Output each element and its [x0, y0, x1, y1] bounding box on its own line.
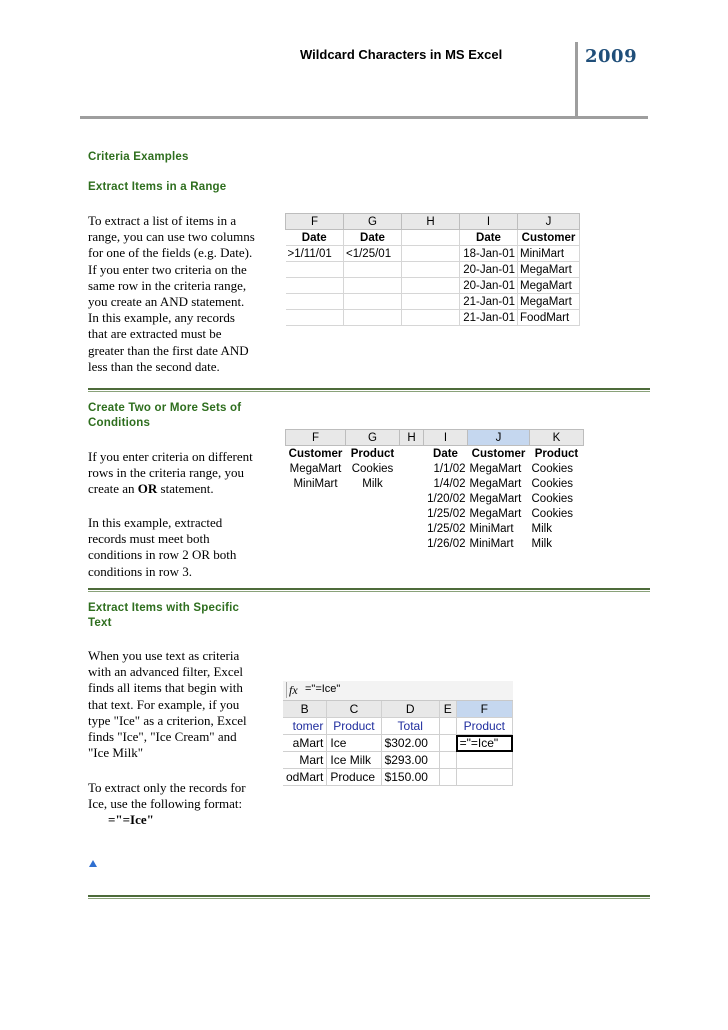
- header-divider-horizontal: [80, 116, 648, 119]
- table-cell: MegaMart: [518, 294, 580, 310]
- text-line: type "Ice" as a criterion, Excel: [88, 712, 247, 728]
- spreadsheet-or-criteria: [285, 429, 584, 551]
- text-line: that are extracted must be: [88, 326, 222, 342]
- table-cell: 1/20/02: [427, 492, 466, 505]
- table-cell: MiniMart: [293, 477, 338, 490]
- text-line: for one of the fields (e.g. Date).: [88, 245, 253, 261]
- text-line: finds "Ice", "Ice Cream" and: [88, 729, 237, 745]
- column-header: C: [327, 701, 381, 718]
- table-cell: 21-Jan-01: [460, 310, 518, 326]
- table-row: [286, 521, 584, 536]
- table-row: [286, 294, 580, 310]
- spreadsheet-text-criteria: [283, 701, 513, 786]
- table-cell: [456, 752, 512, 769]
- table-cell: [400, 446, 424, 462]
- text-line: conditions in row 2 OR both: [88, 547, 237, 563]
- table-cell: [346, 521, 400, 536]
- text-line: Ice, use the following format:: [88, 796, 243, 812]
- table-cell: [286, 278, 344, 294]
- table-cell: [286, 262, 344, 278]
- table-cell: [344, 278, 402, 294]
- text-line: with an advanced filter, Excel: [88, 664, 244, 680]
- text-line: greater than the first date AND: [88, 342, 249, 358]
- table-cell: [286, 506, 346, 521]
- text-line: When you use text as criteria: [88, 648, 240, 663]
- or-keyword: OR: [137, 481, 158, 497]
- heading-line: Text: [88, 617, 112, 629]
- section-separator: [88, 588, 650, 592]
- table-cell: [400, 521, 424, 536]
- table-cell: MegaMart: [469, 477, 522, 490]
- table-cell: [439, 769, 456, 786]
- document-title: Wildcard Characters in MS Excel: [300, 47, 503, 62]
- table-cell: [402, 294, 460, 310]
- table-cell: [439, 752, 456, 769]
- column-header: F: [456, 701, 512, 718]
- active-cell[interactable]: ="=Ice": [456, 735, 512, 752]
- formula-example: ="=Ice": [108, 812, 154, 828]
- table-cell: [286, 521, 346, 536]
- table-row: [286, 461, 584, 476]
- table-cell: MiniMart: [469, 537, 514, 550]
- table-cell: 20-Jan-01: [460, 262, 518, 278]
- document-year: 2009: [585, 46, 638, 67]
- fx-icon: fx: [289, 683, 298, 697]
- table-cell: MegaMart: [518, 278, 580, 294]
- text-line: finds all items that begin with: [88, 680, 243, 696]
- table-row: [286, 536, 584, 551]
- table-cell: Produce: [327, 769, 381, 786]
- heading-line: Extract Items with Specific: [88, 602, 240, 614]
- table-cell: Customer: [471, 447, 526, 460]
- section-heading-extract-range: Extract Items in a Range: [88, 181, 227, 193]
- table-cell: [402, 262, 460, 278]
- text-line: rows in the criteria range, you: [88, 465, 244, 481]
- column-header: E: [439, 701, 456, 718]
- column-header: J: [468, 430, 530, 446]
- table-row: [283, 769, 513, 786]
- table-cell: 21-Jan-01: [460, 294, 518, 310]
- table-cell: [439, 735, 456, 752]
- column-header: F: [286, 214, 344, 230]
- header-divider-vertical: [575, 42, 578, 116]
- paragraph-or-example: [88, 515, 236, 580]
- section-heading-criteria-examples: Criteria Examples: [88, 151, 189, 163]
- table-row: [283, 718, 513, 735]
- formula-bar: [283, 681, 513, 701]
- table-cell: MegaMart: [518, 262, 580, 278]
- table-cell: [346, 491, 400, 506]
- text-line: same row in the criteria range,: [88, 277, 247, 293]
- table-cell: MiniMart: [518, 246, 580, 262]
- text-line: In this example, extracted: [88, 515, 223, 530]
- table-cell: Date: [433, 447, 458, 460]
- column-header: G: [344, 214, 402, 230]
- table-cell: [400, 461, 424, 476]
- text-span: create an: [88, 481, 138, 497]
- table-row: [286, 230, 580, 246]
- text-line: "Ice Milk": [88, 745, 144, 761]
- table-row: [283, 735, 513, 752]
- table-cell: odMart: [283, 769, 327, 786]
- spreadsheet-date-range: [285, 213, 580, 326]
- table-cell: 1/26/02: [427, 537, 466, 550]
- table-cell: Cookies: [531, 477, 574, 490]
- text-line: range, you can use two columns: [88, 229, 255, 245]
- table-cell: Cookies: [531, 492, 574, 505]
- table-cell: Milk: [531, 537, 552, 550]
- table-cell: >1/11/01: [286, 246, 344, 262]
- excel-screenshot-formula: [283, 681, 513, 784]
- column-header: G: [346, 430, 400, 446]
- formula-bar-divider: [286, 682, 287, 698]
- paragraph-or-statement: [88, 449, 253, 498]
- text-line: [88, 481, 253, 497]
- text-line: you create an AND statement.: [88, 294, 245, 310]
- table-cell: 1/25/02: [427, 522, 466, 535]
- table-cell: [286, 536, 346, 551]
- table-cell: [286, 491, 346, 506]
- table-cell: [402, 230, 460, 246]
- text-line: records must meet both: [88, 531, 210, 547]
- column-header: B: [283, 701, 327, 718]
- table-row: [286, 310, 580, 326]
- table-cell: Date: [286, 230, 344, 246]
- column-header: K: [530, 430, 584, 446]
- table-cell: [286, 310, 344, 326]
- table-cell: Customer: [288, 447, 343, 460]
- table-cell: Date: [344, 230, 402, 246]
- table-cell: [402, 310, 460, 326]
- table-cell: Customer: [518, 230, 580, 246]
- table-cell: [402, 246, 460, 262]
- table-cell: 1/4/02: [433, 477, 466, 490]
- table-cell: Mart: [283, 752, 327, 769]
- table-cell: Product: [456, 718, 512, 735]
- column-header: J: [518, 214, 580, 230]
- text-line: If you enter two criteria on the: [88, 261, 247, 277]
- table-cell: tomer: [283, 718, 327, 735]
- table-cell: [286, 294, 344, 310]
- table-cell: $293.00: [381, 752, 439, 769]
- table-cell: MegaMart: [469, 492, 522, 505]
- text-line: To extract a list of items in a: [88, 213, 237, 228]
- table-cell: [400, 506, 424, 521]
- table-cell: [344, 294, 402, 310]
- text-line: less than the second date.: [88, 358, 220, 374]
- table-cell: [346, 536, 400, 551]
- table-row: [286, 506, 584, 521]
- column-header-row: [286, 214, 580, 230]
- column-header: H: [402, 214, 460, 230]
- table-cell: $150.00: [381, 769, 439, 786]
- table-cell: MegaMart: [469, 507, 522, 520]
- table-cell: [439, 718, 456, 735]
- text-line: If you enter criteria on different: [88, 449, 253, 464]
- table-row: [286, 262, 580, 278]
- column-header-row: [283, 701, 513, 718]
- table-cell: Milk: [362, 477, 383, 490]
- text-span: statement.: [157, 481, 214, 497]
- text-line: conditions in row 3.: [88, 563, 192, 579]
- table-row: [286, 246, 580, 262]
- table-row: [286, 278, 580, 294]
- table-cell: Cookies: [351, 462, 394, 475]
- table-cell: 1/25/02: [427, 507, 466, 520]
- table-cell: Product: [350, 447, 395, 460]
- section-heading-two-or-more-sets: [88, 401, 241, 431]
- paragraph-specific-text: [88, 648, 247, 761]
- table-cell: Cookies: [531, 507, 574, 520]
- table-cell: 20-Jan-01: [460, 278, 518, 294]
- section-heading-specific-text: [88, 601, 239, 631]
- table-cell: [400, 536, 424, 551]
- table-cell: aMart: [283, 735, 327, 752]
- table-cell: Ice: [327, 735, 381, 752]
- table-cell: [402, 278, 460, 294]
- table-row: [286, 476, 584, 491]
- heading-line: Create Two or More Sets of: [88, 402, 242, 414]
- table-cell: MegaMart: [289, 462, 342, 475]
- text-line: In this example, any records: [88, 310, 235, 326]
- column-header: F: [286, 430, 346, 446]
- table-cell: MegaMart: [469, 462, 522, 475]
- column-header: H: [400, 430, 424, 446]
- table-row: [283, 752, 513, 769]
- table-cell: Total: [381, 718, 439, 735]
- table-cell: 18-Jan-01: [460, 246, 518, 262]
- column-header: I: [460, 214, 518, 230]
- column-header-row: [286, 430, 584, 446]
- text-line: that text. For example, if you: [88, 696, 240, 712]
- column-header: I: [424, 430, 468, 446]
- heading-line: Conditions: [88, 417, 151, 429]
- text-line: To extract only the records for: [88, 780, 246, 795]
- table-cell: <1/25/01: [344, 246, 402, 262]
- section-separator: [88, 895, 650, 899]
- formula-bar-value: ="=Ice": [305, 683, 341, 695]
- table-cell: [346, 506, 400, 521]
- table-cell: [344, 310, 402, 326]
- table-cell: [344, 262, 402, 278]
- table-cell: Product: [327, 718, 381, 735]
- section-separator: [88, 388, 650, 392]
- table-row: [286, 446, 584, 462]
- table-cell: [400, 476, 424, 491]
- table-cell: [400, 491, 424, 506]
- column-header: D: [381, 701, 439, 718]
- table-cell: Milk: [531, 522, 552, 535]
- table-cell: Date: [460, 230, 518, 246]
- table-cell: Product: [534, 447, 579, 460]
- table-cell: FoodMart: [518, 310, 580, 326]
- table-cell: Ice Milk: [327, 752, 381, 769]
- table-cell: $302.00: [381, 735, 439, 752]
- table-cell: [456, 769, 512, 786]
- back-to-top-icon[interactable]: [89, 860, 97, 867]
- table-cell: 1/1/02: [433, 462, 466, 475]
- paragraph-extract-range: [88, 213, 255, 375]
- table-cell: Cookies: [531, 462, 574, 475]
- paragraph-exact-format: [88, 780, 246, 829]
- table-row: [286, 491, 584, 506]
- table-cell: MiniMart: [469, 522, 514, 535]
